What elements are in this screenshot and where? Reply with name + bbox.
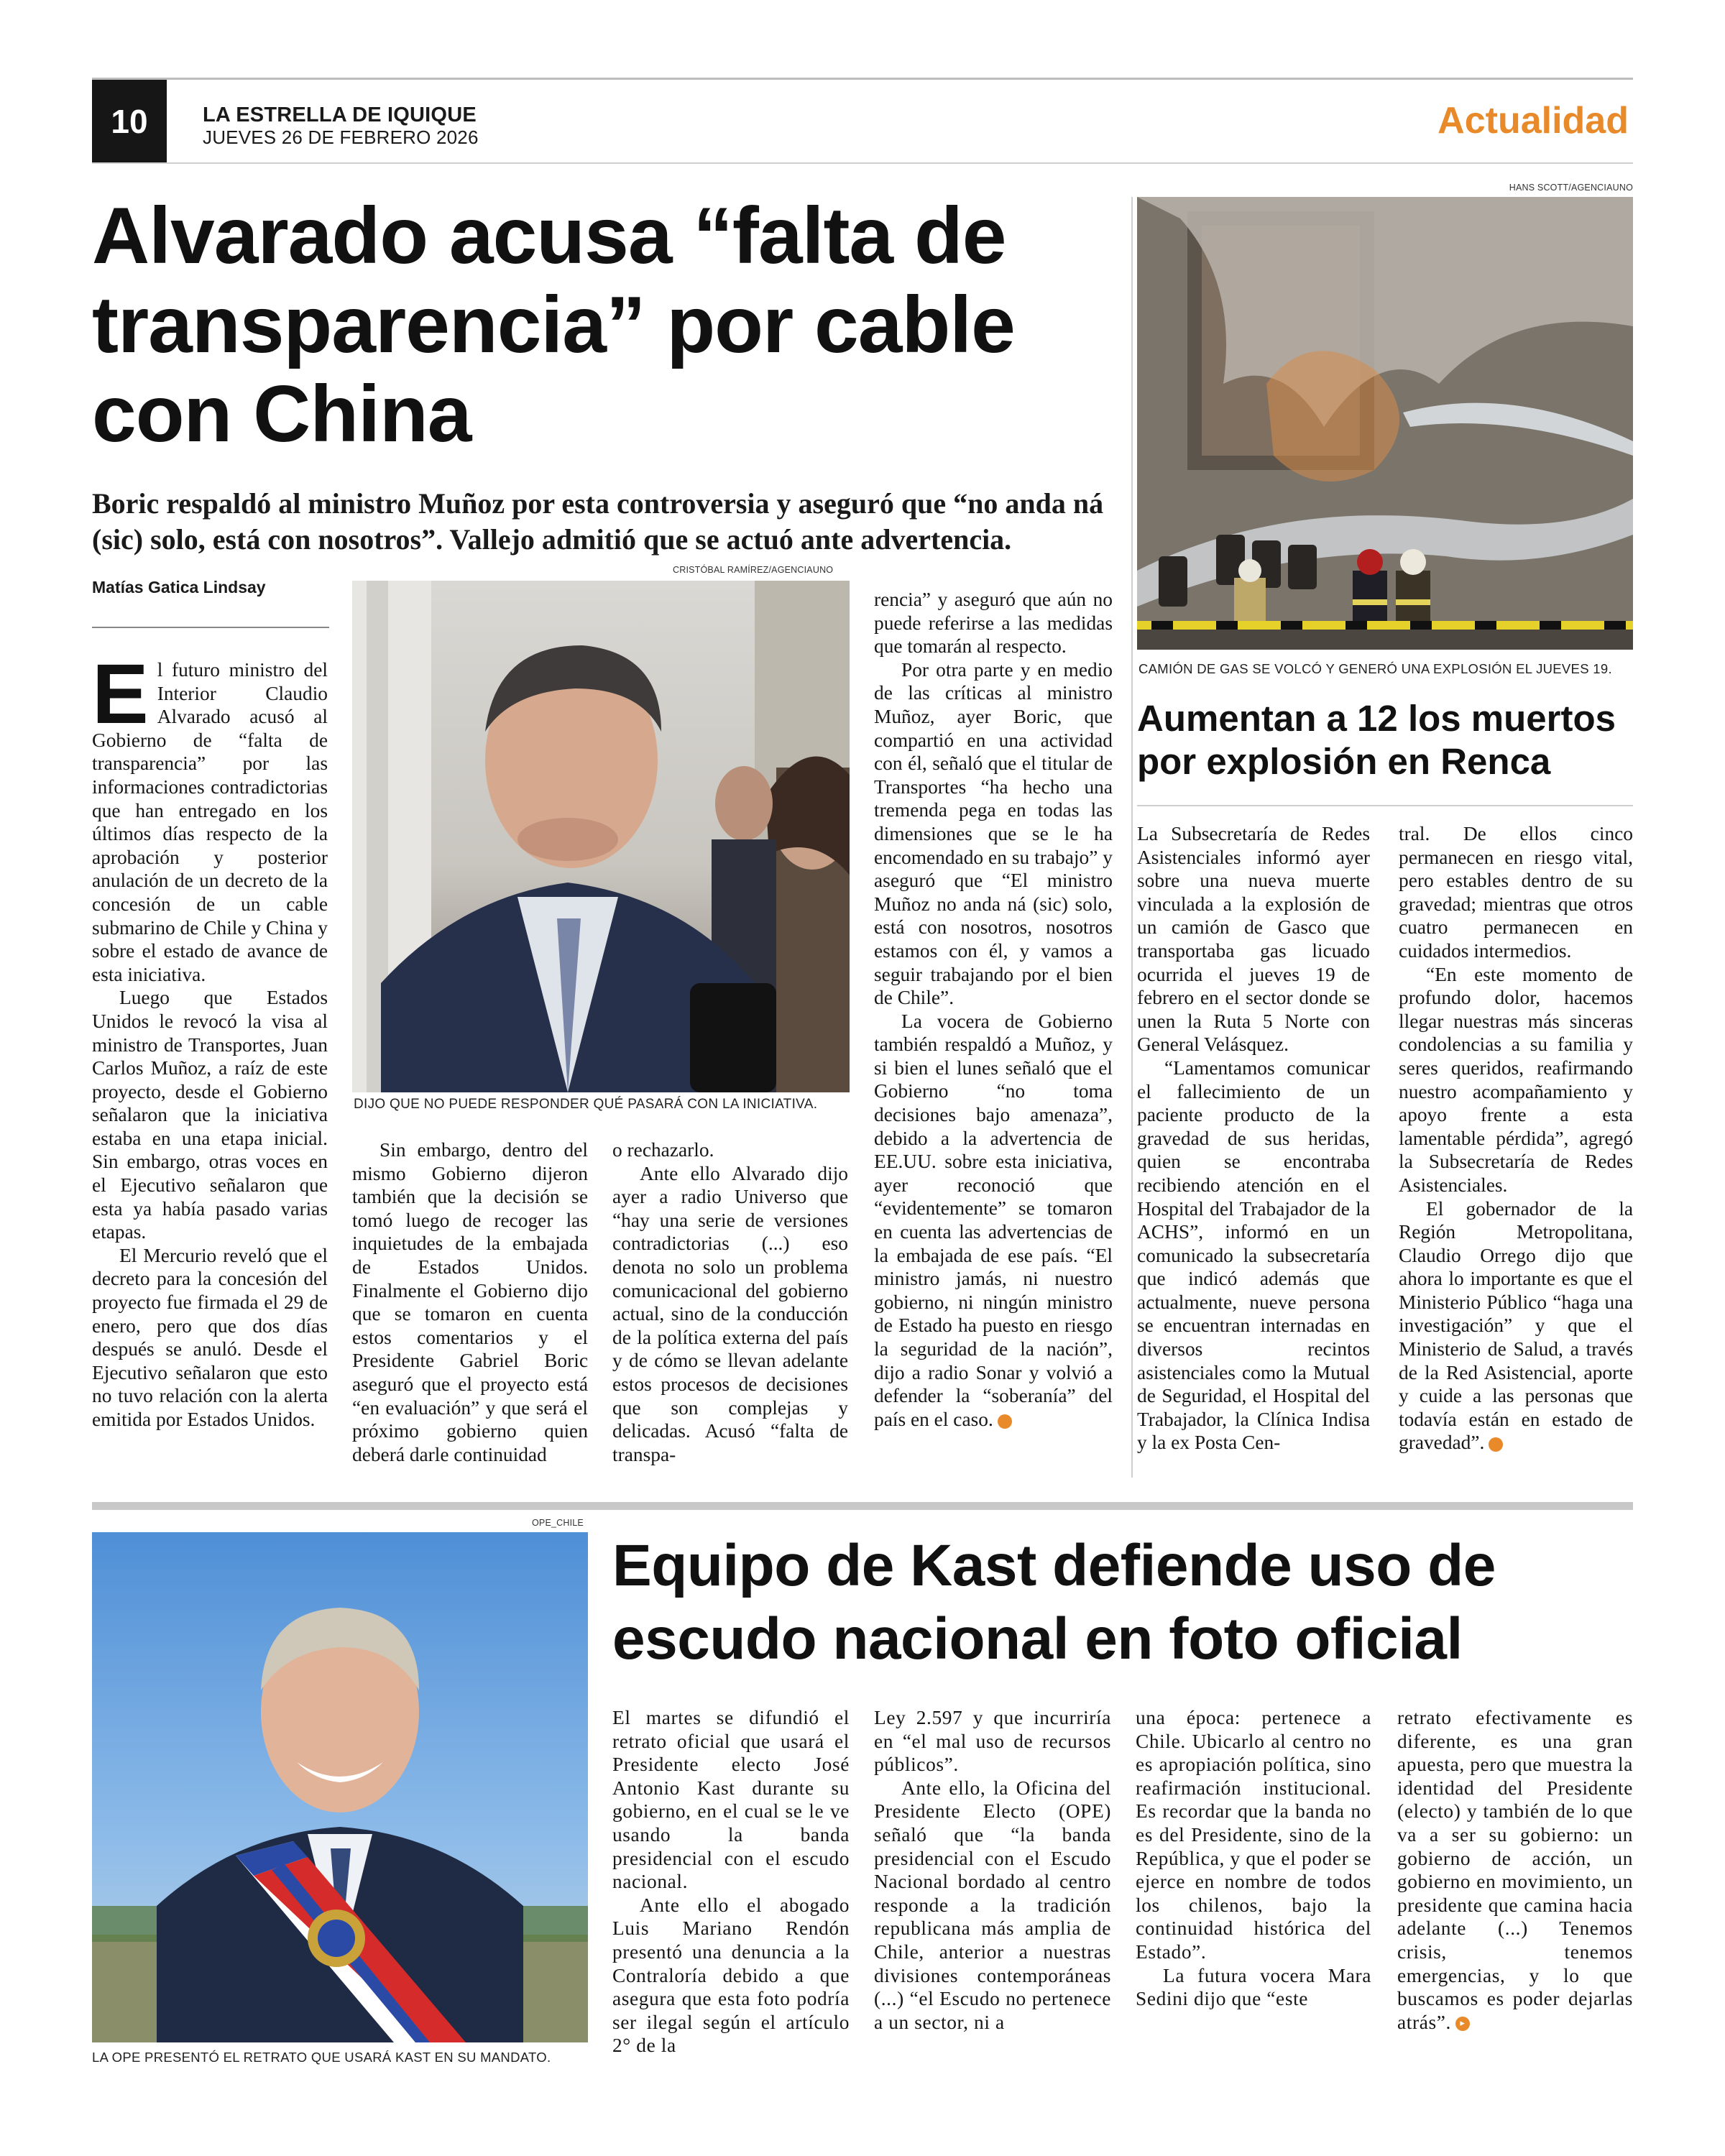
article1-photo-credit: CRISTÓBAL RAMÍREZ/AGENCIAUNO bbox=[673, 565, 834, 575]
article2-paragraph: “En este momento de profundo dolor, hacemos llegar nuestras más sinceras condolencias a su familia y seres queridos, reafirmando nuestro acompañamiento y apoyo frente a esta lamentable pérdida”, agregó la Subsecretaría de Redes Asistenciales. bbox=[1399, 963, 1633, 1196]
article3-column-3 bbox=[1136, 1706, 1371, 2080]
article1-photo bbox=[352, 581, 850, 1092]
article3-paragraph: retrato efectivamente es diferente, es una gran apuesta, pero que muestra la identidad del Presidente (electo) y también de lo que va a ser su gobierno: un gobierno de acción, un gobierno en movimiento, un presidente que camina hacia adelante (...) Tenemos crisis, tenemos emergencias, y lo que buscamos es poder dejarlas atrás”. ▸ bbox=[1397, 1707, 1633, 2033]
page-number-box bbox=[92, 80, 167, 163]
article2-headline: Aumentan a 12 los muertos por explosión en Renca bbox=[1137, 698, 1616, 782]
article2-rule bbox=[1137, 805, 1633, 806]
article2-paragraph: La Subsecretaría de Redes Asistenciales informó ayer sobre una nueva muerte vinculada a la explosión de un camión de Gasco que transportaba gas licuado ocurrida el jueves 19 de febrero en el sector donde se unen la Ruta 5 Norte con General Velásquez. bbox=[1137, 823, 1370, 1056]
article1-column-2 bbox=[352, 1138, 588, 1476]
newspaper-name: LA ESTRELLA DE IQUIQUE bbox=[203, 103, 477, 126]
article3-photo-credit: OPE_CHILE bbox=[532, 1518, 584, 1528]
president-portrait-graphic bbox=[92, 1532, 588, 2042]
article1-paragraph: El futuro ministro del Interior Claudio Alvarado acusó al Gobierno de “falta de transparencia” por las informaciones contradictorias que han entregado en los últimos días respecto de la aprobación y posterior anulación de un decreto de la concesión de un cable submarino de Chile y China y sobre el estado de avance de esta iniciativa. bbox=[92, 658, 328, 985]
section-separator bbox=[92, 1502, 1633, 1510]
article1-paragraph: Sin embargo, dentro del mismo Gobierno dijeron también que la decisión se tomó luego de recoger las inquietudes de la embajada de Estados Unidos. Finalmente el Gobierno dijo que se tomaron en cuenta estos comentarios y el Presidente Gabriel Boric aseguró que el proyecto está “en evaluación” y que será el próximo gobierno quien deberá darle continuidad bbox=[352, 1139, 588, 1465]
article1-headline: Alvarado acusa “falta de transparencia” por cable con China bbox=[92, 191, 1015, 459]
end-mark-icon: ▸ bbox=[1489, 1437, 1503, 1452]
article2-paragraph: tral. De ellos cinco permanecen en riesgo vital, pero estables dentro de su gravedad; mientras que otros cuatro permanecen en cuidados intermedios. bbox=[1399, 823, 1633, 962]
vertical-divider bbox=[1131, 197, 1133, 1478]
article1-paragraph: Por otra parte y en medio de las críticas al ministro Muñoz, ayer Boric, que compartió en una actividad con él, señaló que el titular de Transportes “ha hecho una tremenda pega en todas las dimensiones que se le ha encomendado en su trabajo” y aseguró que “El ministro Muñoz no anda ná (sic) solo, está con nosotros, nosotros estamos con él, y vamos a seguir trabajando por el bien de Chile”. bbox=[874, 658, 1113, 1009]
end-mark-icon: ▸ bbox=[1455, 2017, 1470, 2031]
article1-photo-caption: DIJO QUE NO PUEDE RESPONDER QUÉ PASARÁ CON LA INICIATIVA. bbox=[354, 1097, 818, 1112]
article1-paragraph: El Mercurio reveló que el decreto para la concesión del proyecto fue firmada el 29 de enero, pero que dos días después se anuló. Desde el Ejecutivo señalaron que esto no tuvo relación con la alerta emitida por Estados Unidos. bbox=[92, 1244, 328, 1430]
byline-rule bbox=[92, 627, 329, 628]
article3-column-1 bbox=[612, 1706, 850, 2080]
article3-column-2 bbox=[874, 1706, 1111, 2080]
header-rule bbox=[92, 162, 1633, 164]
article3-photo-caption: LA OPE PRESENTÓ EL RETRATO QUE USARÁ KAST EN SU MANDATO. bbox=[92, 2050, 551, 2065]
article1-column-3 bbox=[612, 1138, 848, 1476]
article2-photo-caption: CAMIÓN DE GAS SE VOLCÓ Y GENERÓ UNA EXPLOSIÓN EL JUEVES 19. bbox=[1138, 661, 1612, 676]
drop-cap: E bbox=[92, 658, 149, 742]
end-mark-icon: ▸ bbox=[998, 1414, 1012, 1429]
article1-byline: Matías Gatica Lindsay bbox=[92, 578, 266, 596]
article3-paragraph: Ante ello el abogado Luis Mariano Rendón presentó una denuncia a la Contraloría debido a que asegura que esta foto podría ser ilegal según el artículo 2° de la bbox=[612, 1894, 850, 2057]
article3-paragraph: una época: pertenece a Chile. Ubicarlo al centro no es apropiación política, sino reafirmación institucional. Es recordar que la banda no es del Presidente, sino de la República, y que el poder se ejerce en nombre de todos los chilenos, bajo la continuidad histórica del Estado”. bbox=[1136, 1707, 1371, 1963]
minister-portrait-graphic bbox=[352, 581, 850, 1092]
article1-paragraph: La vocera de Gobierno también respaldó a Muñoz, y si bien el lunes señaló que el Gobierno “no toma decisiones bajo amenaza”, debido a la advertencia de EE.UU. sobre esta iniciativa, ayer reconoció que “evidentemente” se tomaron en cuenta las advertencias de la embajada de ese país. “El ministro jamás, ni nuestro gobierno, ni ningún ministro de Estado ha puesto en riesgo la seguridad de la nación”, dijo a radio Sonar y volvió a defender la “soberanía” del país en el caso. ▸ bbox=[874, 1010, 1113, 1430]
article2-photo-credit: HANS SCOTT/AGENCIAUNO bbox=[1509, 183, 1633, 193]
article1-paragraph: rencia” y aseguró que aún no puede referirse a las medidas que tomarán al respecto. bbox=[874, 589, 1113, 658]
article3-column-4 bbox=[1397, 1706, 1633, 2080]
top-rule bbox=[92, 78, 1633, 80]
page-number: 10 bbox=[111, 103, 148, 140]
article3-paragraph: Ante ello, la Oficina del Presidente Electo (OPE) señaló que “la banda presidencial con el Escudo Nacional bordado al centro responde a la tradición republicana más amplia de Chile, anterior a nuestras divisiones contemporáneas (...) “el Escudo no pertenece a un sector, ni a bbox=[874, 1777, 1111, 2033]
article3-paragraph: La futura vocera Mara Sedini dijo que “este bbox=[1136, 1964, 1371, 2010]
article1-paragraph: Ante ello Alvarado dijo ayer a radio Universo que “hay una serie de versiones contradictorias (...) eso denota no solo un problema comunicacional del gobierno actual, sino de la conducción de la política externa del país y de cómo se llevan adelante estos procesos de decisiones que son complejas y delicadas. Acusó “falta de transpa- bbox=[612, 1162, 848, 1465]
article3-paragraph: Ley 2.597 y que incurriría en “el mal uso de recursos públicos”. bbox=[874, 1707, 1111, 1776]
article1-paragraph: o rechazarlo. bbox=[612, 1139, 714, 1161]
article3-paragraph: El martes se difundió el retrato oficial que usará el Presidente electo José Antonio Kast durante su gobierno, en el cual se le ve usando la banda presidencial con el escudo nacional. bbox=[612, 1707, 850, 1893]
explosion-scene-graphic bbox=[1137, 197, 1633, 650]
article1-paragraph: Luego que Estados Unidos le revocó la visa al ministro de Transportes, Juan Carlos Muñoz, a raíz de este proyecto, desde el Gobierno señalaron que la iniciativa estaba en una etapa inicial. Sin embargo, otras voces en el Ejecutivo señalaron que esta ya había pasado varias etapas. bbox=[92, 987, 328, 1243]
article2-column-1 bbox=[1137, 822, 1370, 1476]
article2-column-2 bbox=[1399, 822, 1633, 1476]
article3-headline: Equipo de Kast defiende uso de escudo nacional en foto oficial bbox=[612, 1533, 1496, 1672]
article2-paragraph: El gobernador de la Región Metropolitana, Claudio Orrego dijo que ahora lo importante es que el Ministerio Público “haga una investigación” y que el Ministerio de Salud, a través de la Red Asistencial, aporte y cuide a las personas que todavía están en estado de gravedad”. ▸ bbox=[1399, 1197, 1633, 1454]
article2-photo bbox=[1137, 197, 1633, 650]
issue-date: JUEVES 26 DE FEBRERO 2026 bbox=[203, 126, 479, 148]
article1-deck: Boric respaldó al ministro Muñoz por esta controversia y aseguró que “no anda ná (sic) solo, está con nosotros”. Vallejo admitió que se actuó ante advertencia. bbox=[92, 487, 1104, 556]
article3-photo bbox=[92, 1532, 588, 2042]
article2-paragraph: “Lamentamos comunicar el fallecimiento de un paciente producto de la gravedad de sus heridas, quien se encontraba recibiendo atención en el Hospital del Trabajador de la ACHS”, informó en un comunicado la subsecretaría que indicó además que actualmente, nueve persona se encuentran internadas en diversos recintos asistenciales como la Mutual de Seguridad, el Hospital del Trabajador, la Clínica Indisa y la ex Posta Cen- bbox=[1137, 1056, 1370, 1454]
section-name: Actualidad bbox=[1438, 100, 1629, 142]
article1-column-4 bbox=[874, 588, 1113, 1473]
article1-column-1 bbox=[92, 658, 328, 1473]
